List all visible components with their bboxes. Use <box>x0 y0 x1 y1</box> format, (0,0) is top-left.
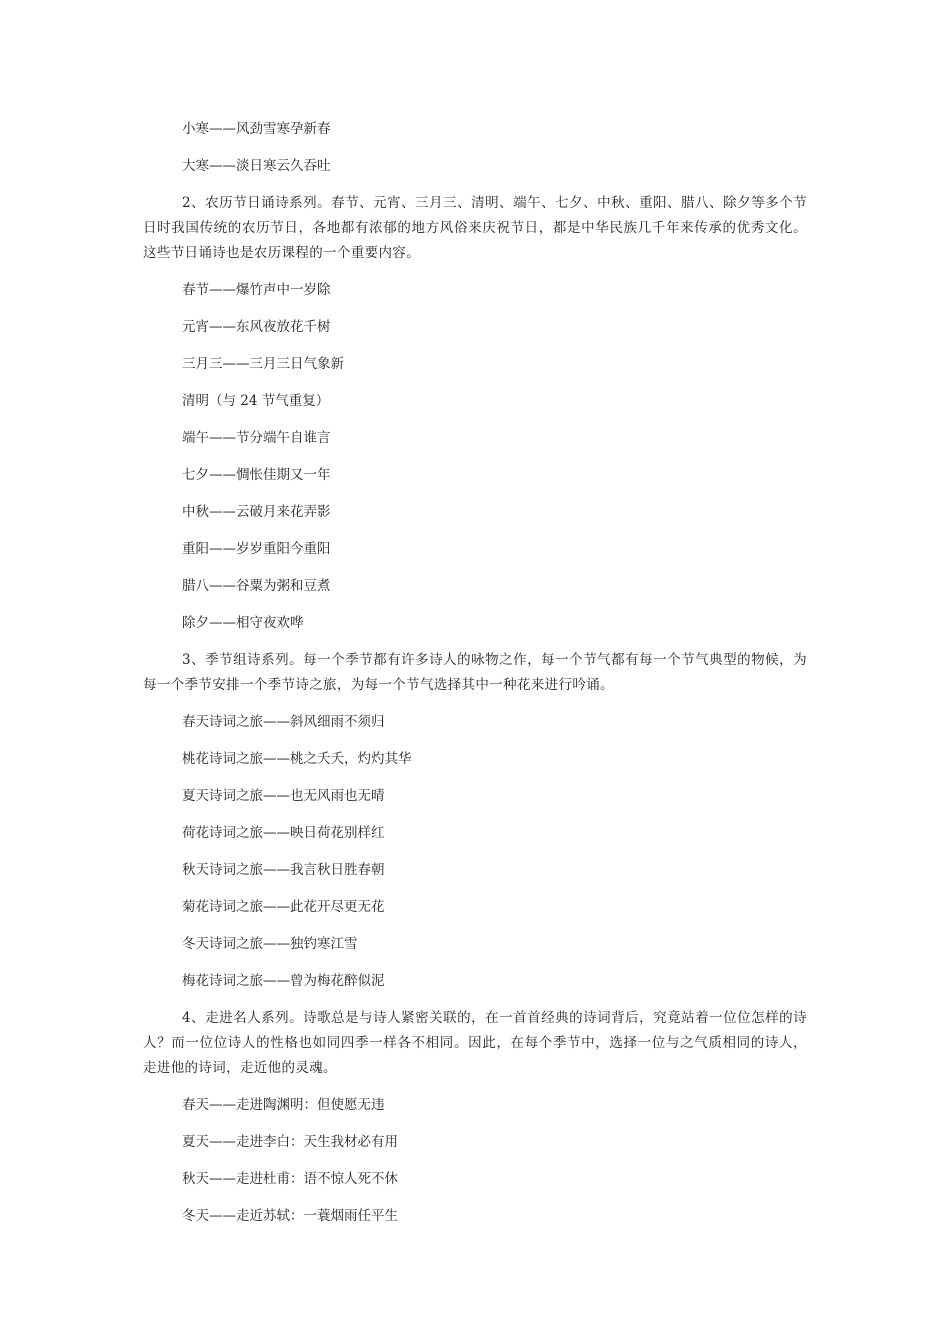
season-poem-item: 秋天诗词之旅——我言秋日胜春朝 <box>182 862 385 878</box>
festival-item: 三月三——三月三日气象新 <box>182 356 344 372</box>
solar-term-item-xiaohan: 小寒——风劲雪寒孕新春 <box>182 121 331 137</box>
poet-item: 春天——走进陶渊明：但使愿无违 <box>182 1097 385 1113</box>
section4-intro-paragraph: 4、走进名人系列。诗歌总是与诗人紧密关联的，在一首首经典的诗词背后，究竟站着一位位怎样的诗人？而一位位诗人的性格也如同四季一样各不相同。因此，在每个季节中，选择一位与之气质相同的诗人，走进他的诗词，走近他的灵魂。 <box>143 1010 807 1076</box>
season-poem-item: 春天诗词之旅——斜风细雨不须归 <box>182 714 385 730</box>
season-poem-item: 桃花诗词之旅——桃之夭夭，灼灼其华 <box>182 751 412 767</box>
solar-term-item-dahan: 大寒——淡日寒云久吞吐 <box>182 158 331 174</box>
season-poem-item: 梅花诗词之旅——曾为梅花醉似泥 <box>182 973 385 989</box>
document-body <box>143 117 807 1241</box>
poet-item: 夏天——走进李白：天生我材必有用 <box>182 1134 398 1150</box>
festival-item: 端午——节分端午自谁言 <box>182 430 331 446</box>
season-poem-item: 荷花诗词之旅——映日荷花别样红 <box>182 825 385 841</box>
festival-item: 清明（与 24 节气重复） <box>182 393 330 409</box>
section3-intro-paragraph: 3、季节组诗系列。每一个季节都有许多诗人的咏物之作，每一个节气都有每一个节气典型的物候，为每一个季节安排一个季节诗之旅，为每一个节气选择其中一种花来进行吟诵。 <box>143 652 807 693</box>
season-poem-item: 夏天诗词之旅——也无风雨也无晴 <box>182 788 385 804</box>
festival-item: 重阳——岁岁重阳今重阳 <box>182 541 331 557</box>
poet-item: 冬天——走近苏轼：一蓑烟雨任平生 <box>182 1208 398 1224</box>
season-poem-item: 冬天诗词之旅——独钓寒江雪 <box>182 936 358 952</box>
festival-item: 中秋——云破月来花弄影 <box>182 504 331 520</box>
festival-item: 除夕——相守夜欢哗 <box>182 615 304 631</box>
festival-item: 元宵——东风夜放花千树 <box>182 319 331 335</box>
section2-intro-paragraph: 2、农历节日诵诗系列。春节、元宵、三月三、清明、端午、七夕、中秋、重阳、腊八、除夕等多个节日时我国传统的农历节日，各地都有浓郁的地方风俗来庆祝节日，都是中华民族几千年来传承的优秀文化。这些节日诵诗也是农历课程的一个重要内容。 <box>143 195 807 261</box>
poet-item: 秋天——走进杜甫：语不惊人死不休 <box>182 1171 398 1187</box>
festival-item: 七夕——惆怅佳期又一年 <box>182 467 331 483</box>
festival-item: 春节——爆竹声中一岁除 <box>182 282 331 298</box>
season-poem-item: 菊花诗词之旅——此花开尽更无花 <box>182 899 385 915</box>
festival-item: 腊八——谷粟为粥和豆煮 <box>182 578 331 594</box>
